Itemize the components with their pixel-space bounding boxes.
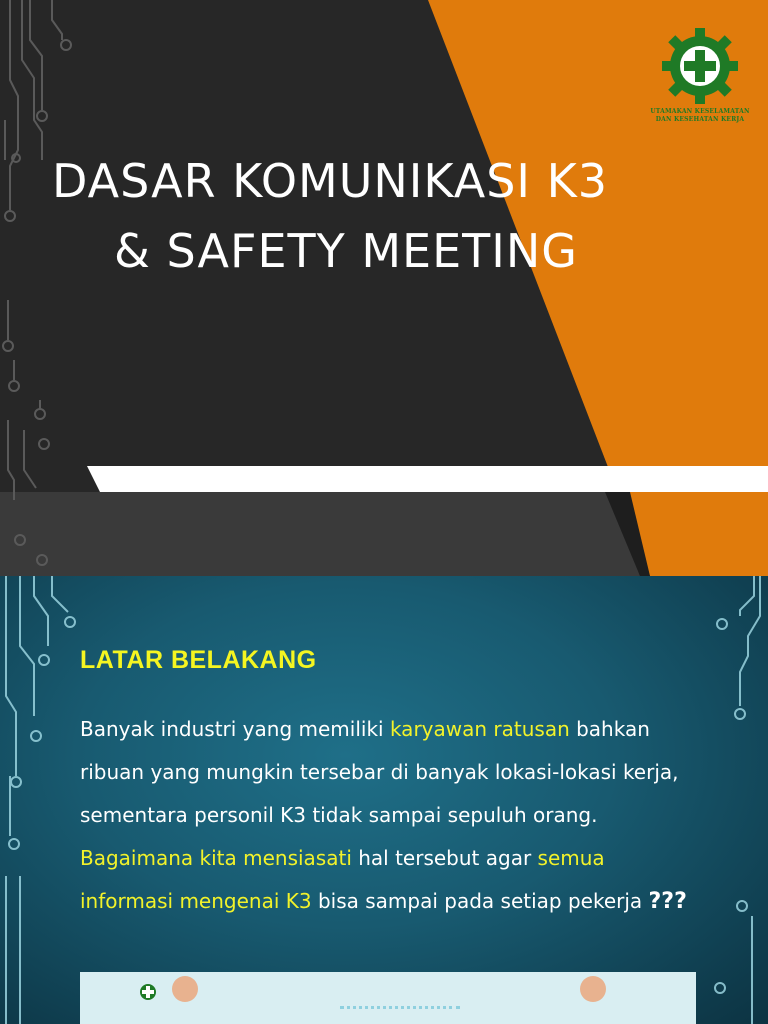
logo-tagline-line2: DAN KESEHATAN KERJA xyxy=(655,116,745,123)
dotted-connector xyxy=(340,1006,460,1013)
highlight-text: semua informasi mengenai K3 xyxy=(80,846,605,913)
k3-small-logo-icon xyxy=(138,982,158,1002)
paragraph-text: bahkan ribuan yang mungkin tersebar di banyak lokasi-lokasi kerja, sementara personil K3 tidak sampai sepuluh orang. xyxy=(80,717,679,827)
k3-logo xyxy=(640,24,760,124)
highlight-text: karyawan ratusan xyxy=(389,717,570,741)
illustration-strip xyxy=(80,972,696,1024)
worker-figure-icon xyxy=(580,976,606,1002)
highlight-text: Bagaimana kita mensiasati xyxy=(80,846,352,870)
title-line-2: & SAFETY MEETING xyxy=(114,224,578,278)
question-marks: ??? xyxy=(648,889,687,914)
paragraph-text: Banyak industri yang memiliki xyxy=(80,717,390,741)
slide-title xyxy=(0,146,768,286)
section-heading: LATAR BELAKANG xyxy=(80,646,317,674)
content-slide xyxy=(0,576,768,1024)
title-line-1: DASAR KOMUNIKASI K3 xyxy=(52,154,609,208)
worker-figure-icon xyxy=(172,976,198,1002)
paragraph-text: bisa sampai pada setiap pekerja xyxy=(311,889,649,913)
paragraph-text: hal tersebut agar xyxy=(351,846,538,870)
body-paragraph xyxy=(80,708,700,923)
k3-gear-cross-icon xyxy=(657,24,743,108)
logo-tagline-line1: UTAMAKAN KESELAMATAN xyxy=(650,108,750,115)
